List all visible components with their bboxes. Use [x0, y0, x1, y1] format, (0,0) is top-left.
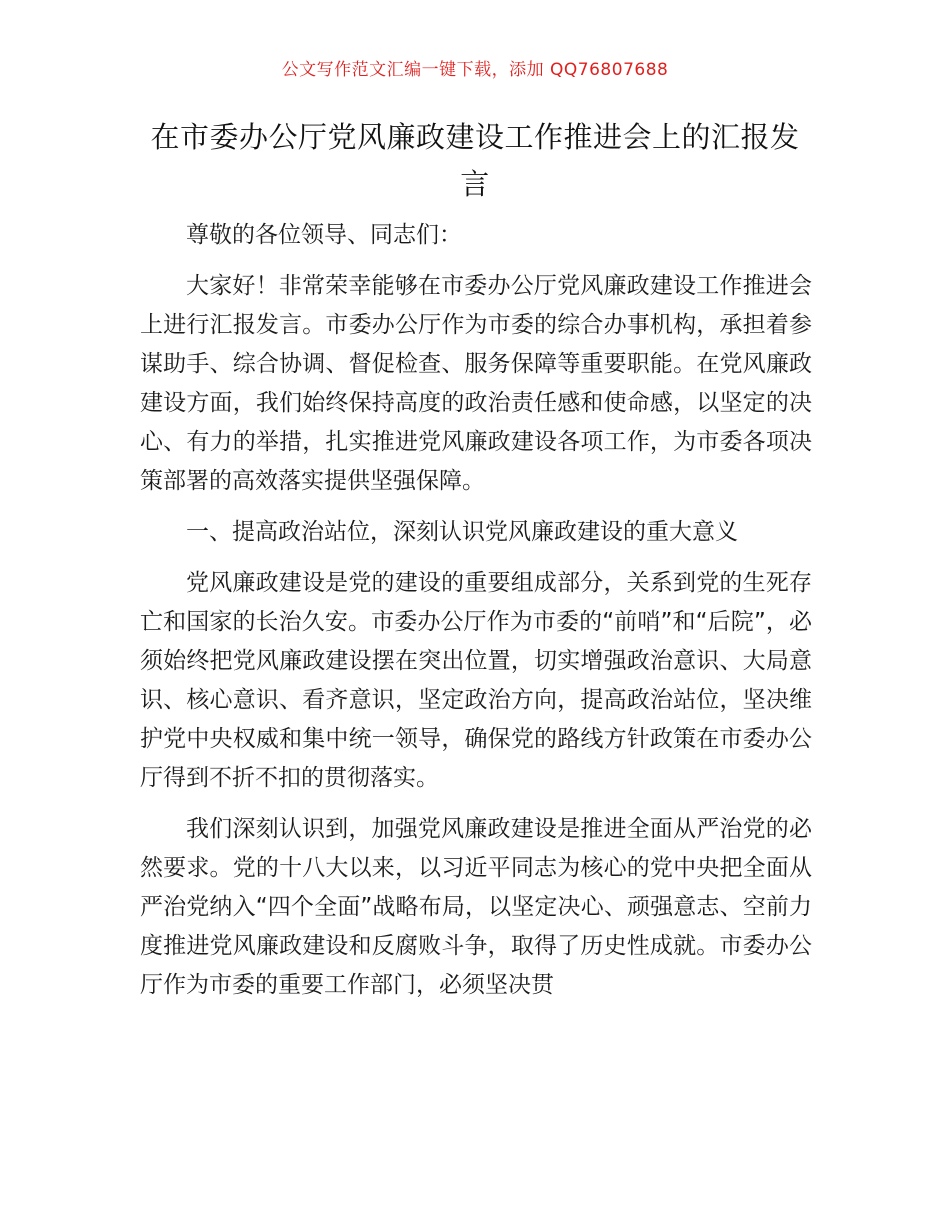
download-watermark-text: 公文写作范文汇编一键下载，添加 QQ76807688 [281, 60, 669, 80]
document-title: 在市委办公厅党风廉政建设工作推进会上的汇报发言 [150, 120, 800, 201]
body-paragraph: 党风廉政建设是党的建设的重要组成部分，关系到党的生死存亡和国家的长治久安。市委办公厅作为市委的“前哨”和“后院”，必须始终把党风廉政建设摆在突出位置，切实增强政治意识、大局意识、核心意识、看齐意识，坚定政治方向，提高政治站位，坚决维护党中央权威和集中统一领导，确保党的路线方针政策在市委办公厅得到不折不扣的贯彻落实。 [140, 570, 812, 791]
document-body [140, 216, 812, 1017]
section-heading: 一、提高政治站位，深刻认识党风廉政建设的重大意义 [186, 519, 738, 545]
body-paragraph: 我们深刻认识到，加强党风廉政建设是推进全面从严治党的必然要求。党的十八大以来，以习近平同志为核心的党中央把全面从严治党纳入“四个全面”战略布局，以坚定决心、顽强意志、空前力度推进党风廉政建设和反腐败斗争，取得了历史性成就。市委办公厅作为市委的重要工作部门，必须坚决贯 [140, 816, 812, 998]
salutation-paragraph: 尊敬的各位领导、同志们： [186, 222, 462, 248]
opening-paragraph: 大家好！非常荣幸能够在市委办公厅党风廉政建设工作推进会上进行汇报发言。市委办公厅作为市委的综合办事机构，承担着参谋助手、综合协调、督促检查、服务保障等重要职能。在党风廉政建设方面，我们始终保持高度的政治责任感和使命感，以坚定的决心、有力的举措，扎实推进党风廉政建设各项工作，为市委各项决策部署的高效落实提供坚强保障。 [140, 273, 812, 494]
